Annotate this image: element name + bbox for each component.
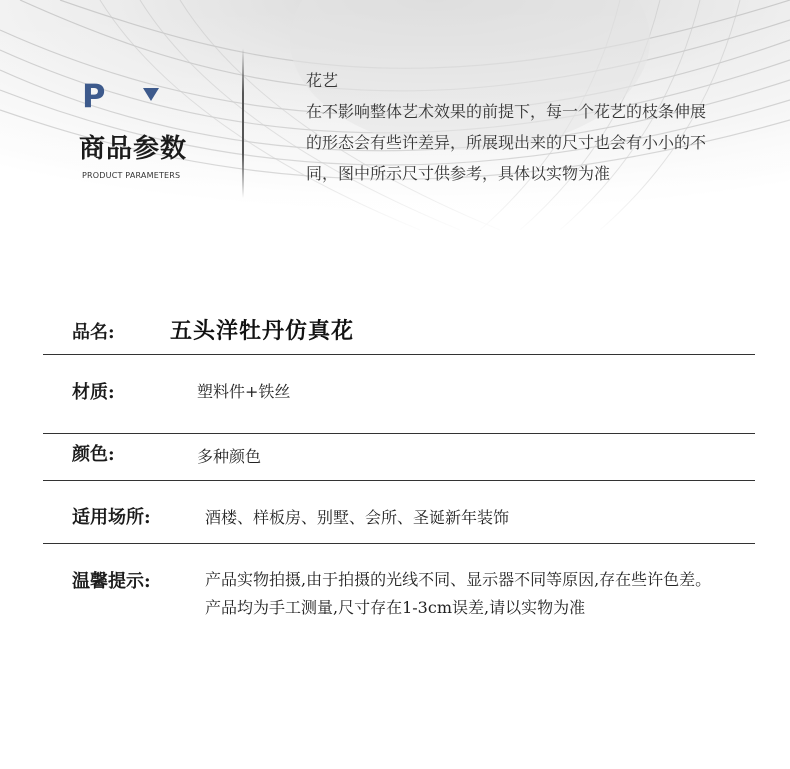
row-divider	[43, 543, 755, 544]
param-value-tip: 产品实物拍摄,由于拍摄的光线不同、显示器不同等原因,存在些许色差。产品均为手工测量,尺寸存在1-3cm误差,请以实物为准	[205, 570, 712, 617]
param-value-color: 多种颜色	[197, 447, 262, 466]
row-divider	[43, 480, 755, 481]
triangle-down-icon	[143, 88, 159, 101]
vertical-divider	[242, 48, 244, 198]
param-value-name: 五头洋牡丹仿真花	[170, 319, 355, 344]
param-label-material: 材质:	[72, 382, 115, 403]
param-value-usage: 酒楼、样板房、别墅、会所、圣诞新年装饰	[205, 508, 510, 527]
intro-label: 花艺	[306, 71, 339, 90]
param-label-tip: 温馨提示:	[72, 571, 151, 592]
param-label-name: 品名:	[72, 322, 115, 343]
section-title: 商品参数	[79, 134, 188, 164]
intro-text: 在不影响整体艺术效果的前提下，每一个花艺的枝条伸展的形态会有些许差异，所展现出来的尺寸也会有小小的不同，图中所示尺寸供参考，具体以实物为准	[306, 102, 707, 183]
row-divider	[43, 354, 755, 355]
param-value-material: 塑料件+铁丝	[197, 382, 291, 401]
param-label-color: 颜色:	[72, 444, 115, 465]
p-logo-mark: P	[82, 77, 106, 115]
row-divider	[43, 433, 755, 434]
param-label-usage: 适用场所:	[72, 507, 151, 528]
section-subtitle: PRODUCT PARAMETERS	[82, 171, 181, 180]
